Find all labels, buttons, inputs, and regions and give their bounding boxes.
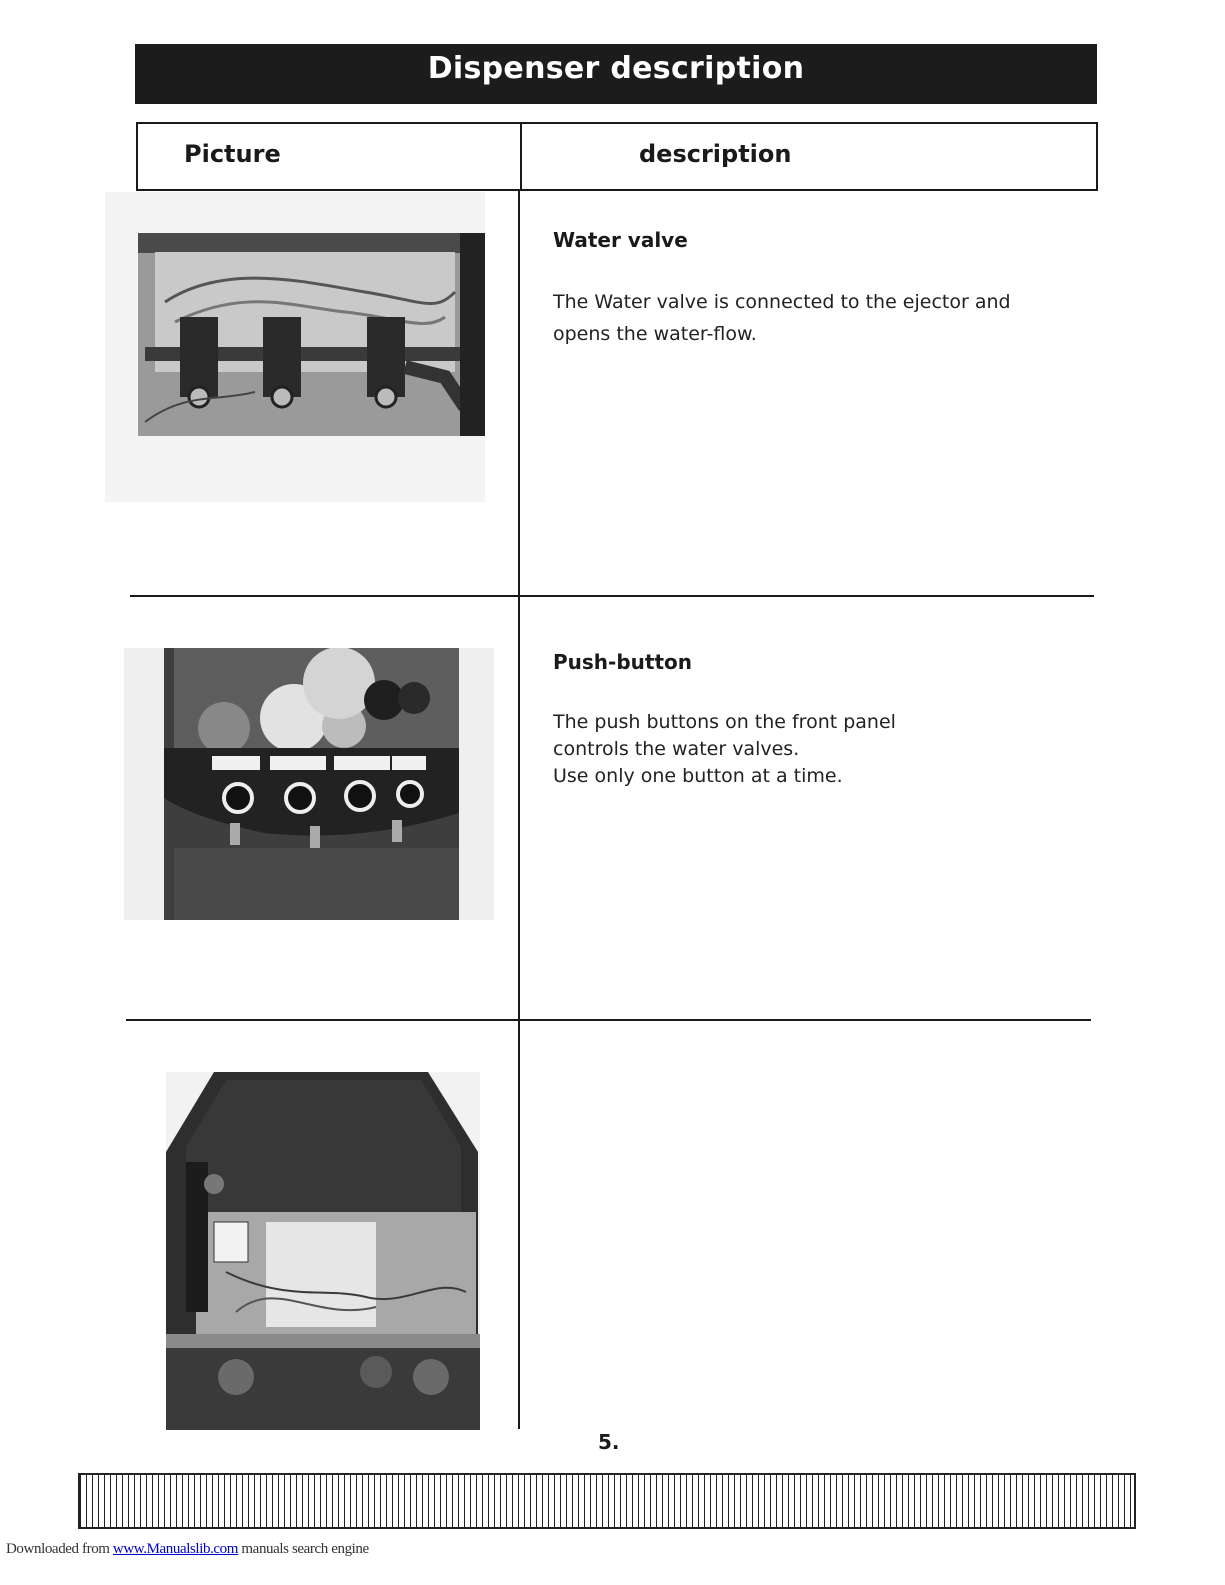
table-header bbox=[136, 122, 1098, 191]
item-text-push-button: The push buttons on the front panel controls the water valves. Use only one button at a time. bbox=[553, 711, 896, 787]
column-header-picture: Picture bbox=[184, 140, 281, 168]
row-divider bbox=[130, 595, 1094, 597]
push-button-photo bbox=[124, 648, 494, 920]
header-divider bbox=[520, 124, 522, 189]
footer-prefix: Downloaded from bbox=[6, 1541, 113, 1557]
footer bbox=[6, 1541, 369, 1558]
electrical-box-photo bbox=[166, 1072, 480, 1430]
item-title-water-valve: Water valve bbox=[553, 228, 688, 252]
water-valve-photo bbox=[105, 192, 485, 502]
item-title-push-button: Push-button bbox=[553, 650, 692, 674]
column-header-description: description bbox=[639, 140, 792, 168]
item-text-water-valve: The Water valve is connected to the ejector and opens the water-flow. bbox=[553, 291, 1011, 345]
footer-suffix: manuals search engine bbox=[238, 1541, 369, 1557]
page-number: 5. bbox=[598, 1430, 620, 1454]
decorative-stripe-bar bbox=[78, 1473, 1136, 1529]
page-title: Dispenser description bbox=[135, 44, 1097, 104]
row-divider bbox=[126, 1019, 1091, 1021]
manualslib-link[interactable]: www.Manualslib.com bbox=[112, 1541, 239, 1557]
column-divider bbox=[518, 189, 520, 1429]
